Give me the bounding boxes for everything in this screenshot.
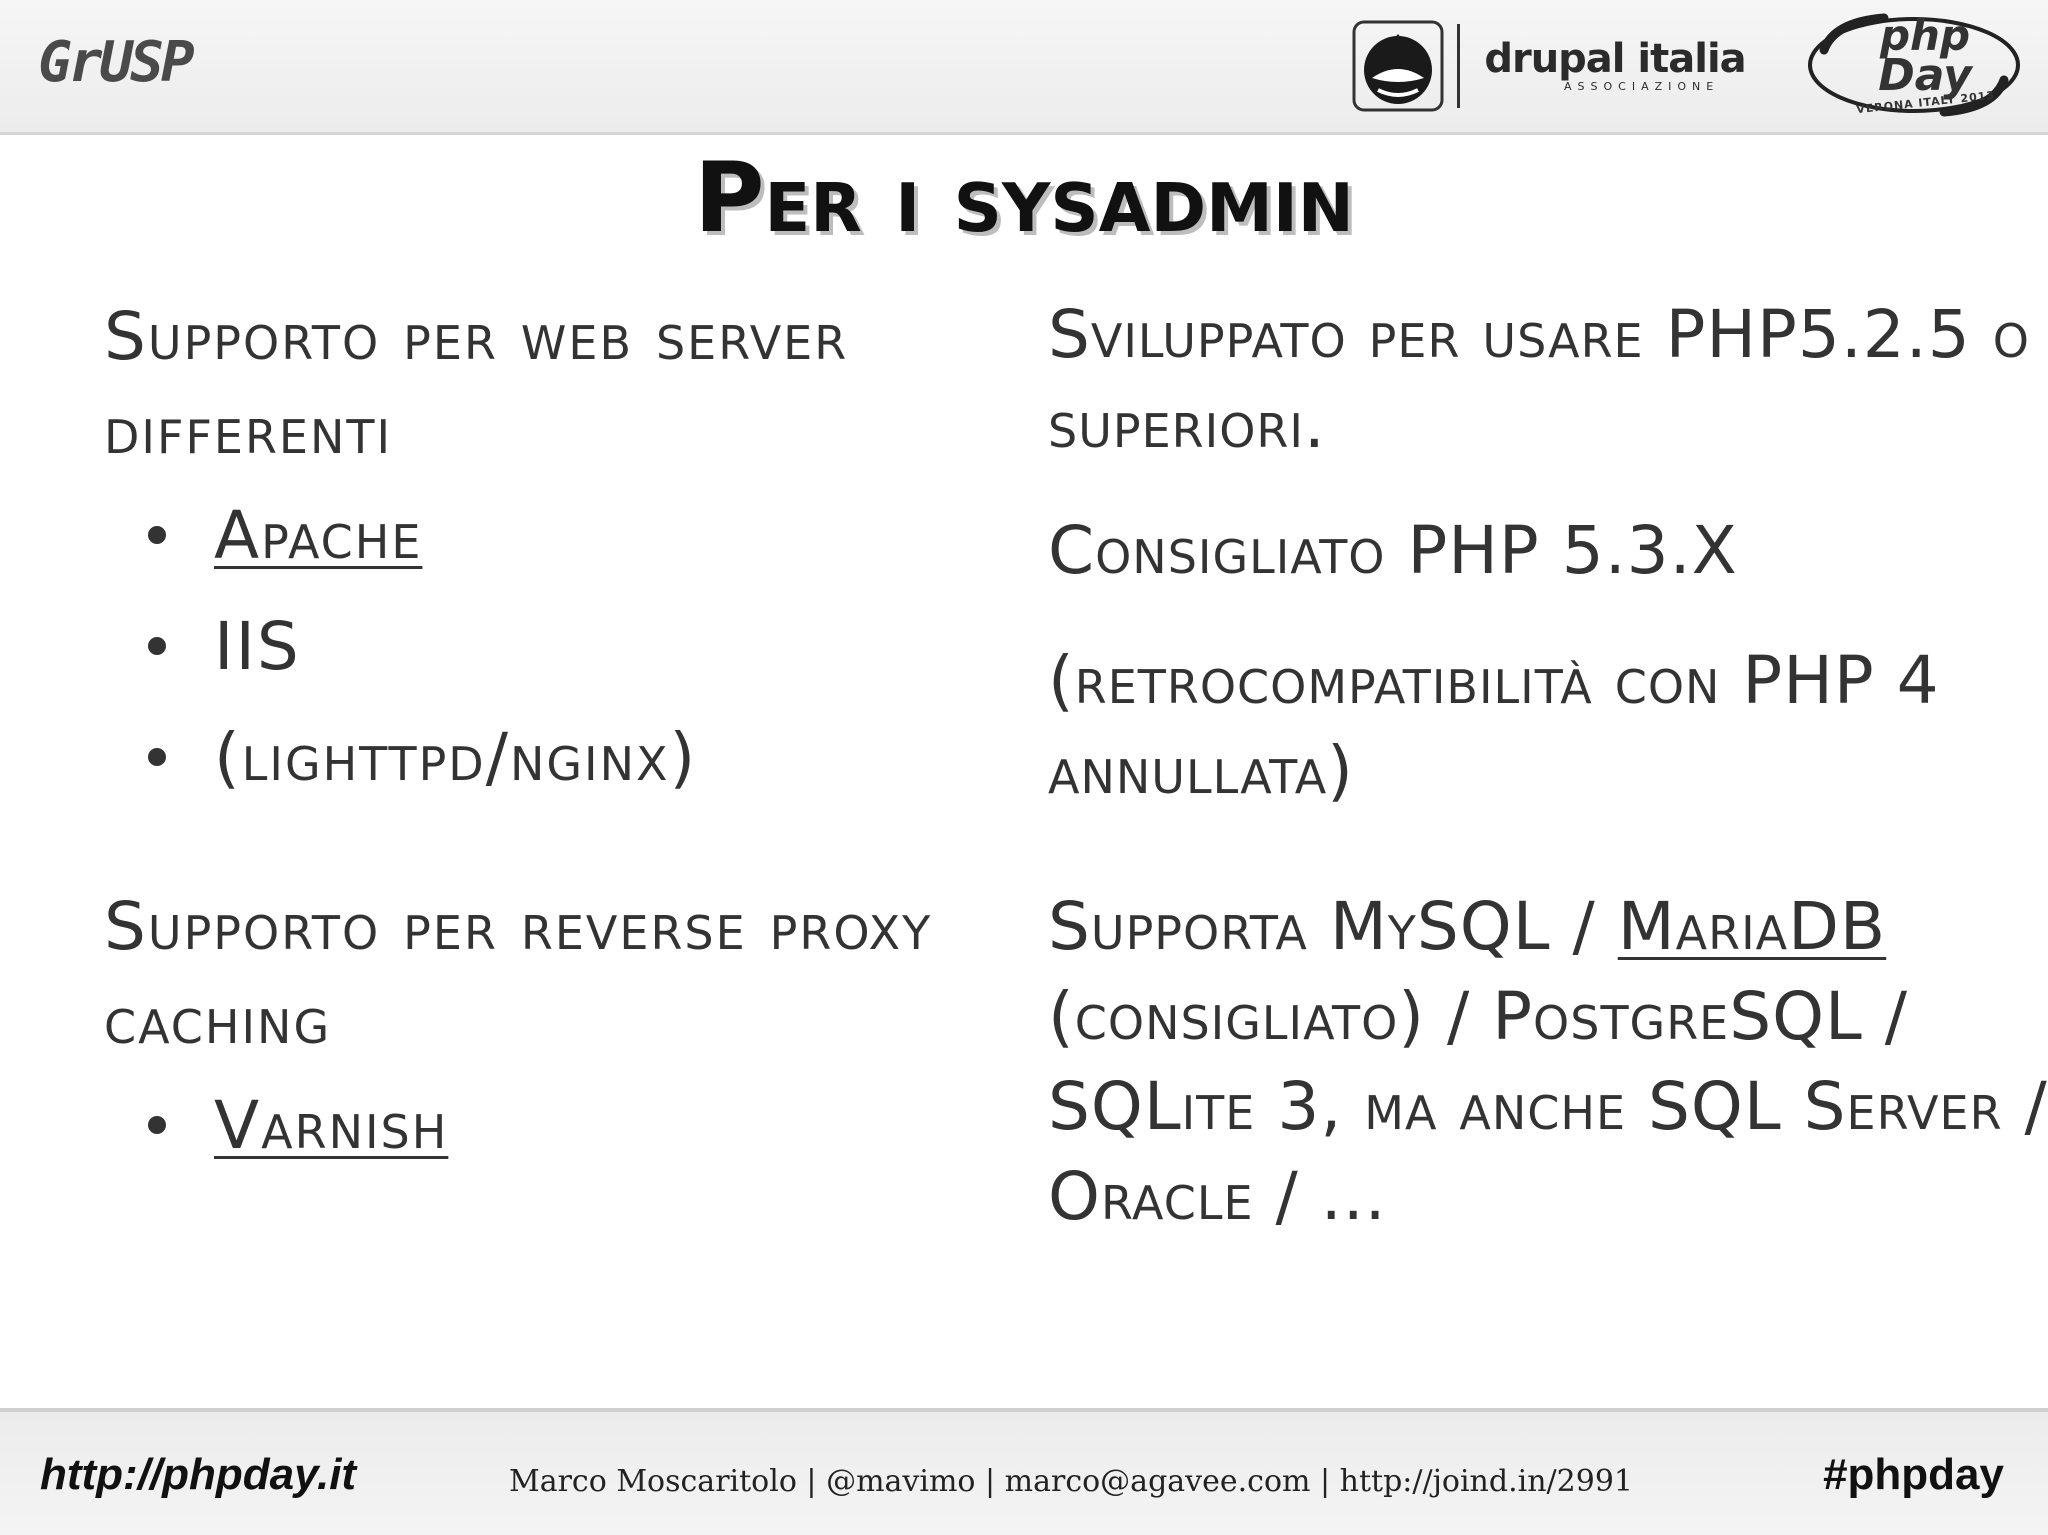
apache-link[interactable]: Apache bbox=[214, 497, 423, 574]
mariadb-link[interactable]: MariaDB bbox=[1617, 888, 1887, 965]
footer-url[interactable]: http://phpday.it bbox=[40, 1450, 357, 1499]
list-item bbox=[214, 591, 697, 702]
bullet-icon bbox=[148, 748, 166, 766]
drupal-drop-icon bbox=[1352, 20, 1444, 112]
php-recommended-text: Consigliato PHP 5.3.X bbox=[1048, 512, 1738, 589]
slide-header bbox=[0, 0, 2048, 135]
drupal-logo-name: drupal italia bbox=[1484, 36, 1746, 82]
phpday-logo bbox=[1860, 11, 1990, 101]
iis-text: IIS bbox=[214, 608, 301, 685]
php4-compat-text: (retrocompatibilità con PHP 4 annullata) bbox=[1048, 642, 1940, 809]
slide-title: Per i sysadmin bbox=[694, 142, 1354, 254]
drupal-italia-logo bbox=[1474, 38, 1756, 93]
bullet-icon bbox=[148, 1116, 166, 1134]
list-item bbox=[214, 702, 697, 813]
varnish-link[interactable]: Varnish bbox=[214, 1087, 449, 1164]
lighttpd-nginx-text: (lighttpd/nginx) bbox=[214, 719, 698, 796]
php-requirement-text: Sviluppato per usare PHP5.2.5 o superiori. bbox=[1048, 296, 2030, 463]
reverse-proxy-text: Supporto per reverse proxy caching bbox=[104, 888, 933, 1059]
logo-divider bbox=[1457, 24, 1460, 108]
phpday-logo-php: php bbox=[1879, 11, 1971, 60]
phpday-logo-day: Day bbox=[1878, 50, 1972, 101]
list-item[interactable] bbox=[214, 480, 697, 591]
bullet-icon bbox=[148, 637, 166, 655]
footer-credits: Marco Moscaritolo | @mavimo | marco@agavee.com | http://joind.in/2991 bbox=[508, 1464, 1633, 1499]
web-server-list bbox=[104, 480, 697, 813]
web-server-support-text: Supporto per web server differenti bbox=[104, 298, 849, 469]
slide-footer bbox=[0, 1408, 2048, 1535]
phpday-logo-ring-text: VERONA ITALY 2013 bbox=[1855, 88, 1996, 117]
grusp-logo: GrUSP bbox=[38, 30, 192, 95]
database-text-before: Supporta MySQL / bbox=[1048, 888, 1618, 965]
footer-hashtag: #phpday bbox=[1823, 1450, 2004, 1499]
drupal-logo-sub: ASSOCIAZIONE bbox=[1564, 80, 1720, 93]
list-item[interactable] bbox=[214, 1070, 448, 1181]
bullet-icon bbox=[148, 526, 166, 544]
reverse-proxy-list bbox=[104, 1070, 448, 1181]
database-text-after: (consigliato) / PostgreSQL / SQLite 3, ma anche SQL Server / Oracle / ... bbox=[1048, 978, 2048, 1235]
database-support-text bbox=[1048, 882, 2048, 1242]
